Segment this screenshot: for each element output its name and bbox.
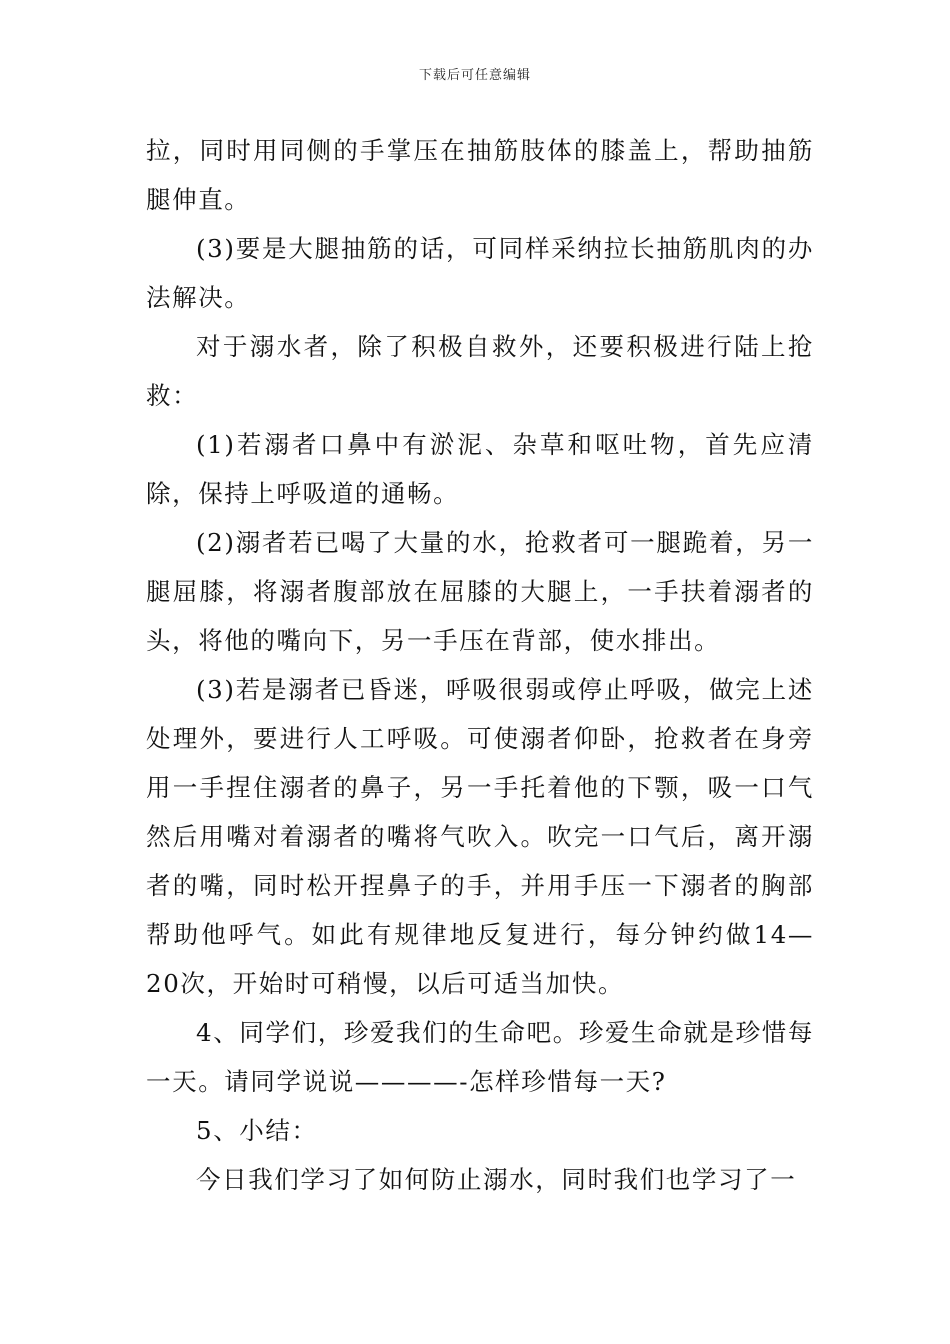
paragraph-9: 今日我们学习了如何防止溺水，同时我们也学习了一: [196, 1165, 797, 1194]
paragraph-1: 拉，同时用同侧的手掌压在抽筋肢体的膝盖上，帮助抽筋腿伸直。: [146, 136, 814, 214]
page-header: 下载后可任意编辑: [418, 68, 531, 83]
paragraph-3: 对于溺水者，除了积极自救外，还要积极进行陆上抢救：: [146, 332, 814, 410]
paragraph-7: 4、同学们，珍爱我们的生命吧。珍爱生命就是珍惜每一天。请同学说说————-怎样珍惜每一天?: [146, 1018, 814, 1096]
paragraph-8: 5、小结：: [196, 1116, 318, 1145]
paragraph-4: (1)若溺者口鼻中有淤泥、杂草和呕吐物，首先应清除，保持上呼吸道的通畅。: [146, 430, 814, 508]
paragraph-6: (3)若是溺者已昏迷，呼吸很弱或停止呼吸，做完上述处理外，要进行人工呼吸。可使溺者仰卧，抢救者在身旁用一手捏住溺者的鼻子，另一手托着他的下颚，吸一口气然后用嘴对着溺者的嘴将气吹入。吹完一口气后，离开溺者的嘴，同时松开捏鼻子的手，并用手压一下溺者的胸部帮助他呼气。如此有规律地反复进行，每分钟约做14—20次，开始时可稍慢，以后可适当加快。: [146, 675, 814, 998]
document-body: [146, 126, 814, 1204]
paragraph-2: (3)要是大腿抽筋的话，可同样采纳拉长抽筋肌肉的办法解决。: [146, 234, 814, 312]
paragraph-5: (2)溺者若已喝了大量的水，抢救者可一腿跪着，另一腿屈膝，将溺者腹部放在屈膝的大腿上，一手扶着溺者的头，将他的嘴向下，另一手压在背部，使水排出。: [146, 528, 814, 655]
